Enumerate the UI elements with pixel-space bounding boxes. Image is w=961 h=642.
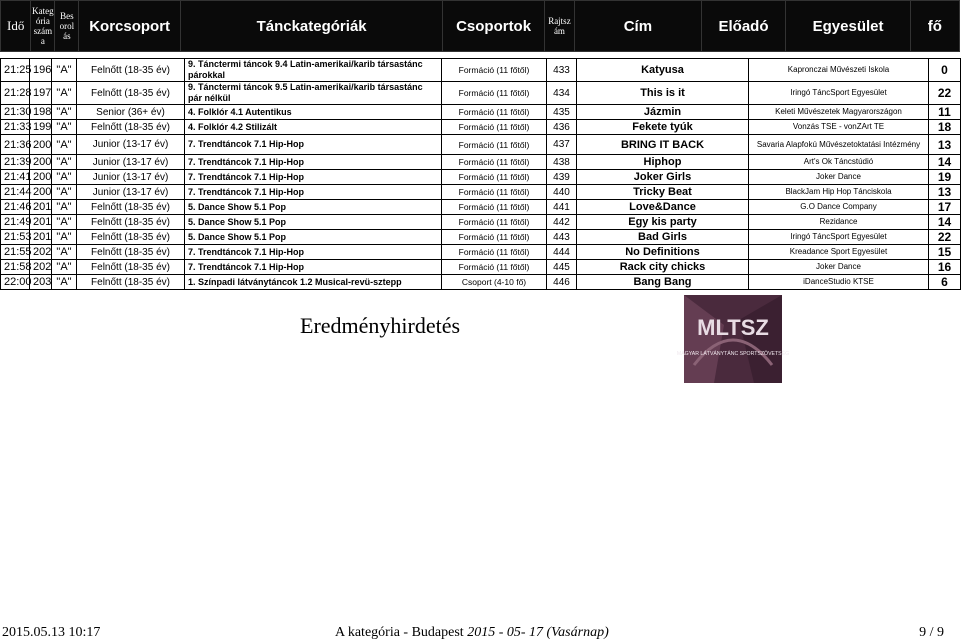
row-group-type: Formáció (11 főtől) (442, 200, 547, 215)
table-row (1, 275, 961, 290)
row-group-type: Formáció (11 főtől) (442, 135, 547, 155)
row-grade: "A" (52, 135, 77, 155)
row-count: 19 (929, 170, 961, 185)
row-club: Vonzás TSE - vonZArt TE (749, 120, 929, 135)
row-dance-category: 4. Folklór 4.1 Autentikus (185, 105, 442, 120)
row-age-group: Felnőtt (18-35 év) (77, 230, 185, 245)
row-title: Jázmin (577, 105, 749, 120)
row-start-number: 445 (547, 260, 577, 275)
row-start-number: 433 (547, 59, 577, 82)
row-category-number: 199 (30, 120, 52, 135)
row-dance-category: 4. Folklór 4.2 Stilizált (185, 120, 442, 135)
row-category-number: 196 (30, 59, 52, 82)
row-club: Iringó TáncSport Egyesület (749, 82, 929, 105)
row-title: Hiphop (577, 155, 749, 170)
row-dance-category: 9. Tánctermi táncok 9.4 Latin-amerikai/karib társastánc párokkal (185, 59, 442, 82)
row-club: Kreadance Sport Egyesület (749, 245, 929, 260)
row-category-number: 201 (30, 230, 52, 245)
header-cim: Cím (575, 1, 702, 52)
row-group-type: Formáció (11 főtől) (442, 105, 547, 120)
row-grade: "A" (52, 230, 77, 245)
row-club: Savaria Alapfokú Művészetoktatási Intézmény (749, 135, 929, 155)
row-group-type: Formáció (11 főtől) (442, 245, 547, 260)
table-row (1, 215, 961, 230)
row-count: 0 (929, 59, 961, 82)
row-count: 11 (929, 105, 961, 120)
mltsz-logo (676, 295, 790, 383)
row-age-group: Junior (13-17 év) (77, 155, 185, 170)
row-time: 21:55 (1, 245, 30, 260)
row-count: 18 (929, 120, 961, 135)
row-title: BRING IT BACK (577, 135, 749, 155)
footer-title (335, 625, 609, 641)
row-title: This is it (577, 82, 749, 105)
row-title: No Definitions (577, 245, 749, 260)
row-title: Rack city chicks (577, 260, 749, 275)
row-dance-category: 5. Dance Show 5.1 Pop (185, 230, 442, 245)
row-time: 21:33 (1, 120, 30, 135)
row-title: Katyusa (577, 59, 749, 82)
row-group-type: Formáció (11 főtől) (442, 82, 547, 105)
row-group-type: Formáció (11 főtől) (442, 59, 547, 82)
row-grade: "A" (52, 105, 77, 120)
row-age-group: Felnőtt (18-35 év) (77, 200, 185, 215)
row-category-number: 198 (30, 105, 52, 120)
row-age-group: Felnőtt (18-35 év) (77, 245, 185, 260)
row-dance-category: 1. Színpadi látványtáncok 1.2 Musical-revü-sztepp (185, 275, 442, 290)
schedule-table (0, 58, 961, 290)
row-club: Kapronczai Művészeti Iskola (749, 59, 929, 82)
row-group-type: Csoport (4-10 fő) (442, 275, 547, 290)
header-ido: Idő (1, 1, 31, 52)
row-club: Rezidance (749, 215, 929, 230)
row-start-number: 446 (547, 275, 577, 290)
row-time: 21:53 (1, 230, 30, 245)
row-start-number: 434 (547, 82, 577, 105)
row-group-type: Formáció (11 főtől) (442, 185, 547, 200)
logo-wordmark: MLTSZ (697, 315, 769, 340)
row-count: 15 (929, 245, 961, 260)
logo-caption: MAGYAR LÁTVÁNYTÁNC SPORTSZÖVETSÉG (676, 351, 790, 357)
header-fo: fő (910, 1, 959, 52)
row-group-type: Formáció (11 főtől) (442, 215, 547, 230)
table-row (1, 82, 961, 105)
row-count: 13 (929, 135, 961, 155)
header-egyesulet: Egyesület (786, 1, 910, 52)
row-dance-category: 7. Trendtáncok 7.1 Hip-Hop (185, 260, 442, 275)
row-count: 22 (929, 230, 961, 245)
row-category-number: 202 (30, 260, 52, 275)
header-besorolas: Bes orol ás (55, 1, 79, 52)
row-start-number: 435 (547, 105, 577, 120)
row-category-number: 201 (30, 215, 52, 230)
row-category-number: 200 (30, 170, 52, 185)
row-time: 21:28 (1, 82, 30, 105)
table-row (1, 105, 961, 120)
row-club: BlackJam Hip Hop Tánciskola (749, 185, 929, 200)
row-count: 22 (929, 82, 961, 105)
row-dance-category: 5. Dance Show 5.1 Pop (185, 200, 442, 215)
row-grade: "A" (52, 185, 77, 200)
row-age-group: Felnőtt (18-35 év) (77, 260, 185, 275)
row-club: Joker Dance (749, 260, 929, 275)
row-time: 21:58 (1, 260, 30, 275)
page-footer (0, 623, 960, 642)
row-age-group: Felnőtt (18-35 év) (77, 275, 185, 290)
row-count: 13 (929, 185, 961, 200)
row-start-number: 441 (547, 200, 577, 215)
row-grade: "A" (52, 245, 77, 260)
row-category-number: 200 (30, 135, 52, 155)
row-grade: "A" (52, 82, 77, 105)
footer-title-prefix: A kategória - Budapest (335, 625, 468, 640)
row-time: 21:46 (1, 200, 30, 215)
row-grade: "A" (52, 170, 77, 185)
row-title: Bad Girls (577, 230, 749, 245)
row-count: 14 (929, 215, 961, 230)
results-announcement: Eredményhirdetés (300, 313, 461, 338)
schedule-header (0, 0, 960, 52)
row-category-number: 200 (30, 185, 52, 200)
row-time: 21:30 (1, 105, 30, 120)
row-start-number: 439 (547, 170, 577, 185)
footer-title-date: 2015 - 05- 17 (Vasárnap) (467, 625, 609, 640)
row-club: G.O Dance Company (749, 200, 929, 215)
row-title: Tricky Beat (577, 185, 749, 200)
row-start-number: 440 (547, 185, 577, 200)
row-age-group: Junior (13-17 év) (77, 135, 185, 155)
table-row (1, 59, 961, 82)
table-row (1, 185, 961, 200)
row-time: 21:39 (1, 155, 30, 170)
row-club: Iringó TáncSport Egyesület (749, 230, 929, 245)
row-age-group: Senior (36+ év) (77, 105, 185, 120)
row-time: 21:44 (1, 185, 30, 200)
row-group-type: Formáció (11 főtől) (442, 120, 547, 135)
table-row (1, 135, 961, 155)
row-group-type: Formáció (11 főtől) (442, 155, 547, 170)
row-age-group: Felnőtt (18-35 év) (77, 59, 185, 82)
header-korcsoport: Korcsoport (79, 1, 180, 52)
row-dance-category: 7. Trendtáncok 7.1 Hip-Hop (185, 185, 442, 200)
row-grade: "A" (52, 155, 77, 170)
row-age-group: Junior (13-17 év) (77, 185, 185, 200)
table-row (1, 170, 961, 185)
row-grade: "A" (52, 120, 77, 135)
row-club: Joker Dance (749, 170, 929, 185)
row-group-type: Formáció (11 főtől) (442, 170, 547, 185)
row-group-type: Formáció (11 főtől) (442, 260, 547, 275)
row-club: Keleti Művészetek Magyarországon (749, 105, 929, 120)
row-dance-category: 7. Trendtáncok 7.1 Hip-Hop (185, 170, 442, 185)
table-row (1, 260, 961, 275)
row-category-number: 200 (30, 155, 52, 170)
row-count: 14 (929, 155, 961, 170)
row-dance-category: 7. Trendtáncok 7.1 Hip-Hop (185, 135, 442, 155)
row-title: Bang Bang (577, 275, 749, 290)
row-grade: "A" (52, 275, 77, 290)
row-age-group: Felnőtt (18-35 év) (77, 120, 185, 135)
row-count: 6 (929, 275, 961, 290)
row-start-number: 437 (547, 135, 577, 155)
row-grade: "A" (52, 200, 77, 215)
row-start-number: 438 (547, 155, 577, 170)
row-title: Fekete tyúk (577, 120, 749, 135)
table-row (1, 245, 961, 260)
header-rajtszam: Rajtsz ám (544, 1, 574, 52)
row-category-number: 197 (30, 82, 52, 105)
footer-timestamp: 2015.05.13 10:17 (2, 625, 101, 640)
row-title: Joker Girls (577, 170, 749, 185)
row-count: 17 (929, 200, 961, 215)
row-dance-category: 9. Tánctermi táncok 9.5 Latin-amerikai/karib társastánc pár nélkül (185, 82, 442, 105)
row-club: Art's Ok Táncstúdió (749, 155, 929, 170)
table-row (1, 200, 961, 215)
row-dance-category: 5. Dance Show 5.1 Pop (185, 215, 442, 230)
row-count: 16 (929, 260, 961, 275)
footer-page-number: 9 / 9 (919, 625, 944, 640)
row-start-number: 436 (547, 120, 577, 135)
header-tanckategoriak: Tánckategóriák (180, 1, 442, 52)
row-time: 21:25 (1, 59, 30, 82)
header-csoportok: Csoportok (443, 1, 544, 52)
row-start-number: 443 (547, 230, 577, 245)
row-category-number: 201 (30, 200, 52, 215)
header-kategoria-szam: Kateg ória szám a (31, 1, 55, 52)
row-title: Love&Dance (577, 200, 749, 215)
table-row (1, 120, 961, 135)
row-category-number: 202 (30, 245, 52, 260)
row-category-number: 203 (30, 275, 52, 290)
row-time: 22:00 (1, 275, 30, 290)
row-dance-category: 7. Trendtáncok 7.1 Hip-Hop (185, 245, 442, 260)
header-eloado: Előadó (701, 1, 786, 52)
row-group-type: Formáció (11 főtől) (442, 230, 547, 245)
row-title: Egy kis party (577, 215, 749, 230)
row-age-group: Felnőtt (18-35 év) (77, 82, 185, 105)
row-club: iDanceStudio KTSE (749, 275, 929, 290)
row-time: 21:36 (1, 135, 30, 155)
table-row (1, 230, 961, 245)
row-time: 21:41 (1, 170, 30, 185)
row-grade: "A" (52, 215, 77, 230)
row-time: 21:49 (1, 215, 30, 230)
row-dance-category: 7. Trendtáncok 7.1 Hip-Hop (185, 155, 442, 170)
row-grade: "A" (52, 260, 77, 275)
table-row (1, 155, 961, 170)
row-start-number: 442 (547, 215, 577, 230)
row-grade: "A" (52, 59, 77, 82)
row-age-group: Junior (13-17 év) (77, 170, 185, 185)
row-start-number: 444 (547, 245, 577, 260)
row-age-group: Felnőtt (18-35 év) (77, 215, 185, 230)
